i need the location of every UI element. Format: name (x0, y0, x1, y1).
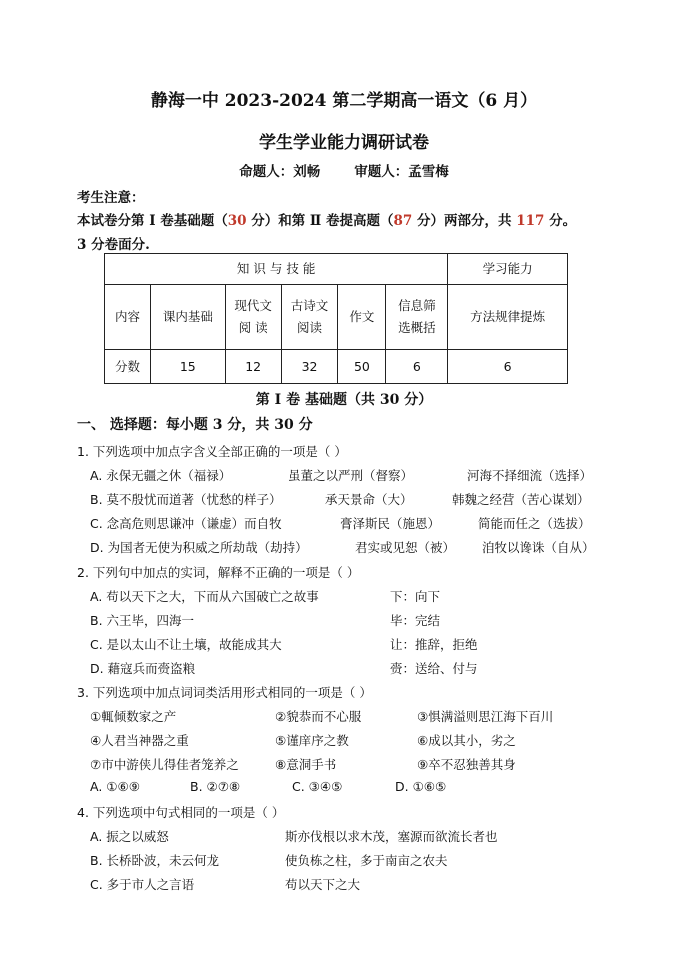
option-text: 虽董之以严刑（督察） (288, 468, 414, 483)
notice-text: 分）和第 Ⅱ 卷提高题（ (246, 213, 394, 229)
answer-option-b: B. ②⑦⑧ (190, 779, 241, 794)
author-line (0, 160, 688, 180)
option-text: D. 藉寇兵而赍盗粮 (90, 661, 196, 676)
header-info-screening: 信息筛 选概括 (386, 285, 448, 350)
option-text: 膏泽斯民（施恩） (340, 516, 441, 531)
option-text: 洎牧以谗诛（自从） (482, 540, 595, 555)
phrase-item: ①輒倾数家之产 (90, 709, 177, 724)
phrase-item: ④人君当神器之重 (90, 733, 189, 748)
author-label: 命题人：刘畅 (239, 164, 321, 180)
option-text: C. 是以太山不让土壤，故能成其大 (90, 637, 282, 652)
option-text: B. 长桥卧波，未云何龙 (90, 853, 220, 868)
option-text: A. 苟以天下之大，下而从六国破亡之故事 (90, 589, 319, 604)
option-gloss: 赍：送给、付与 (390, 661, 478, 676)
score-table (104, 253, 568, 384)
notice-line-2: 3 分卷面分. (77, 237, 150, 253)
group-learning-ability: 学习能力 (448, 254, 568, 285)
header-modern-reading: 现代文 阅 读 (225, 285, 281, 350)
score-total: 117 (516, 213, 545, 229)
option-text: C. 念高危则思谦冲（谦虚）而自牧 (90, 516, 282, 531)
option-text: 君实或见恕（被） (355, 540, 456, 555)
phrase-item: ②貌恭而不心服 (275, 709, 362, 724)
part-heading: 一、 选择题：每小题 3 分，共 30 分 (77, 417, 313, 433)
option-gloss: 下：向下 (390, 589, 441, 604)
option-text: 韩魏之经营（苦心谋划） (452, 492, 590, 507)
notice-text: 分）两部分，共 (412, 213, 517, 229)
notice-text: 分。 (544, 213, 577, 229)
notice-text: 本试卷分第 Ⅰ 卷基础题（ (77, 213, 228, 229)
notice-line (77, 209, 576, 229)
header-essay: 作文 (338, 285, 386, 350)
answer-option-d: D. ①⑥⑤ (395, 779, 447, 794)
section-title: 第 Ⅰ 卷 基础题（共 30 分） (255, 392, 433, 408)
option-text: C. 多于市人之言语 (90, 877, 195, 892)
answer-option-c: C. ③④⑤ (292, 779, 343, 794)
notice-label: 考生注意： (77, 190, 145, 206)
option-text: A. 振之以威怒 (90, 829, 169, 844)
header-basics: 课内基础 (150, 285, 225, 350)
option-text: 河海不择细流（选择） (467, 468, 593, 483)
score-part2: 87 (393, 213, 413, 229)
phrase-item: ③惧满溢则思江海下百川 (417, 709, 554, 724)
option-text: D. 为国者无使为积威之所劫哉（劫持） (90, 540, 308, 555)
score-part1: 30 (227, 213, 247, 229)
header-content: 内容 (105, 285, 151, 350)
phrase-item: ⑨卒不忍独善其身 (417, 757, 516, 772)
reviewer-label: 审题人：孟雪梅 (354, 164, 449, 180)
score-cell: 6 (448, 350, 568, 384)
phrase-item: ⑥成以其小，劣之 (417, 733, 516, 748)
phrase-item: ⑧意洞手书 (275, 757, 337, 772)
option-text: B. 莫不殷忧而道著（忧愁的样子） (90, 492, 282, 507)
question-stem: 1. 下列选项中加点字含义全部正确的一项是（ ） (77, 444, 347, 459)
option-text: A. 永保无疆之休（福禄） (90, 468, 232, 483)
option-text: 斯亦伐根以求木茂，塞源而欲流长者也 (285, 829, 498, 844)
score-cell: 6 (386, 350, 448, 384)
option-text: 使负栋之柱，多于南亩之农夫 (285, 853, 448, 868)
header-classical-reading: 古诗文 阅读 (281, 285, 338, 350)
option-text: 承天景命（大） (325, 492, 413, 507)
exam-subtitle: 学生学业能力调研试卷 (259, 133, 429, 153)
exam-title: 静海一中 2023-2024 第二学期高一语文（6 月） (150, 91, 538, 111)
question-stem: 2. 下列句中加点的实词，解释不正确的一项是（ ） (77, 565, 360, 580)
row-label-score: 分数 (105, 350, 151, 384)
question-stem: 3. 下列选项中加点词词类活用形式相同的一项是（ ） (77, 685, 372, 700)
question-stem: 4. 下列选项中句式相同的一项是（ ） (77, 805, 285, 820)
option-text: 简能而任之（选拔） (478, 516, 591, 531)
option-gloss: 毕：完结 (390, 613, 441, 628)
score-cell: 12 (225, 350, 281, 384)
phrase-item: ⑦市中游侠儿得佳者笼养之 (90, 757, 239, 772)
option-text: 苟以天下之大 (285, 877, 361, 892)
phrase-item: ⑤谨庠序之教 (275, 733, 349, 748)
group-knowledge-skills: 知 识 与 技 能 (105, 254, 448, 285)
score-cell: 15 (150, 350, 225, 384)
option-gloss: 让：推辞，拒绝 (390, 637, 478, 652)
score-cell: 32 (281, 350, 338, 384)
answer-option-a: A. ①⑥⑨ (90, 779, 140, 794)
header-method: 方法规律提炼 (448, 285, 568, 350)
score-cell: 50 (338, 350, 386, 384)
option-text: B. 六王毕，四海一 (90, 613, 195, 628)
